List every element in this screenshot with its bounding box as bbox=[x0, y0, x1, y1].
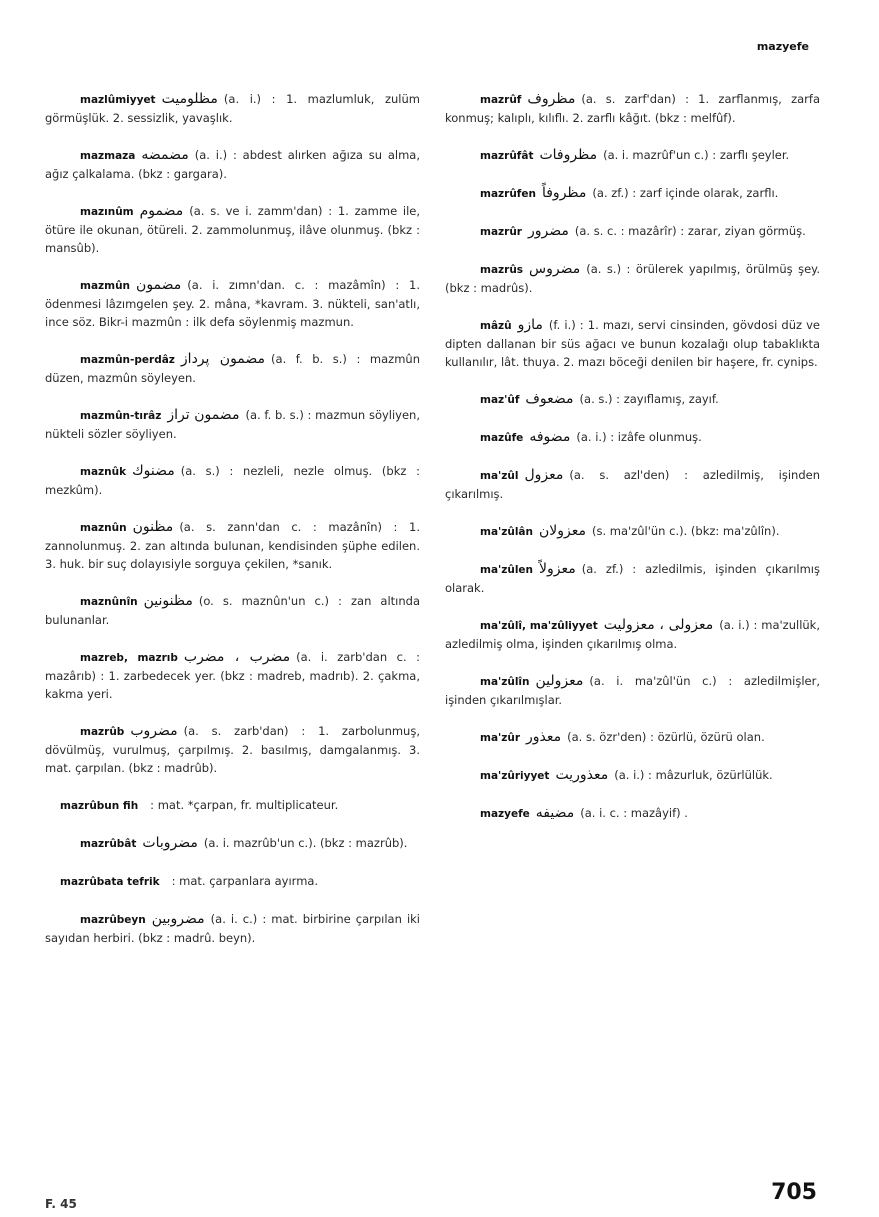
entry-arabic-script: مضمون bbox=[136, 277, 182, 293]
entry-definition: (a. i.) : mâzurluk, özürlülük. bbox=[614, 768, 773, 782]
entry-arabic-script: معزولاً bbox=[539, 561, 576, 577]
entry-arabic-script: معذوريت bbox=[555, 767, 609, 783]
dictionary-entry bbox=[445, 766, 820, 785]
dictionary-entry bbox=[445, 222, 820, 241]
entry-definition: (a. s. azl'den) : azledilmiş, işinden çıkarılmış. bbox=[445, 468, 820, 501]
dictionary-entry bbox=[45, 722, 420, 777]
entry-arabic-script: معزولين bbox=[535, 673, 584, 689]
entry-definition: (a. s. ve i. zamm'dan) : 1. zamme ile, ötüre ile okunan, ötüreli. 2. zammolunmuş, ilâve olunmuş. (bkz : mansûb). bbox=[45, 204, 420, 255]
entry-arabic-script: معزول bbox=[524, 467, 564, 483]
entry-definition: (a. i. mazrûf'un c.) : zarflı şeyler. bbox=[603, 148, 790, 162]
dictionary-entry bbox=[445, 804, 820, 823]
entry-definition: : mat. *çarpan, fr. multiplicateur. bbox=[150, 798, 339, 812]
dictionary-entry bbox=[45, 276, 420, 331]
dictionary-entry bbox=[45, 834, 420, 853]
entry-definition: (a. i. zarb'dan c. : mazârıb) : 1. zarbedecek yer. (bkz : madreb, madrıb). 2. çakma, kakma yeri. bbox=[45, 650, 420, 701]
entry-arabic-script: مظروفاً bbox=[541, 185, 587, 201]
entry-arabic-script: مضمون پرداز bbox=[180, 351, 266, 367]
entry-headword: ma'zûlîn bbox=[480, 676, 530, 688]
entry-arabic-script: مضموم bbox=[139, 203, 184, 219]
entry-headword: mazrûb bbox=[80, 726, 125, 738]
entry-headword: mazrûr bbox=[480, 226, 522, 238]
dictionary-entry bbox=[45, 146, 420, 183]
dictionary-entry bbox=[45, 462, 420, 499]
entry-arabic-script: مضروس bbox=[529, 261, 581, 277]
entry-definition: (a. s.) : nezleli, nezle olmuş. (bkz : mezkûm). bbox=[45, 464, 420, 497]
entry-headword: mazrûfen bbox=[480, 188, 536, 200]
entry-arabic-script: مضروبات bbox=[142, 835, 198, 851]
entry-arabic-script: مضنوك bbox=[132, 463, 175, 479]
dictionary-entry bbox=[445, 316, 820, 371]
entry-definition: (a. i. zımn'dan. c. : mazâmîn) : 1. ödenmesi lâzımgelen şey. 2. mâna, *kavram. 3. nükteli, san'atlı, ince söz. Bikr-i mazmûn : ilk defa söylenmiş mazmun. bbox=[45, 278, 420, 329]
entry-arabic-script: مظنون bbox=[132, 519, 174, 535]
entry-arabic-script: مظلوميت bbox=[161, 91, 218, 107]
entry-headword: mazınûm bbox=[80, 206, 134, 218]
dictionary-entry bbox=[445, 260, 820, 297]
entry-headword: mazrûfât bbox=[480, 150, 534, 162]
entry-definition: (a. i. mazrûb'un c.). (bkz : mazrûb). bbox=[203, 836, 408, 850]
right-column bbox=[445, 90, 820, 842]
entry-headword: mazmûn bbox=[80, 280, 131, 292]
dictionary-entry bbox=[445, 146, 820, 165]
entry-definition: (a. i. ma'zûl'ün c.) : azledilmişler, işinden çıkarılmışlar. bbox=[445, 674, 820, 707]
entry-headword: mazrûs bbox=[480, 264, 524, 276]
entry-arabic-script: مضمون تراز bbox=[167, 407, 240, 423]
entry-arabic-script: مظروف bbox=[527, 91, 576, 107]
dictionary-entry bbox=[445, 560, 820, 597]
entry-definition: (a. s. zann'dan c. : mazânîn) : 1. zannolunmuş. 2. zan altında bulunan, kendisinden şüphe edilen. 3. huk. bir suç dolayısiyle sorguya çekilen, *sanık. bbox=[45, 520, 420, 571]
dictionary-entry bbox=[445, 522, 820, 541]
dictionary-entry bbox=[45, 350, 420, 387]
entry-headword: ma'zûr bbox=[480, 732, 521, 744]
entry-headword: ma'zûlân bbox=[480, 526, 533, 538]
left-column bbox=[45, 90, 420, 966]
entry-definition: (s. ma'zûl'ün c.). (bkz: ma'zûlîn). bbox=[592, 524, 780, 538]
entry-headword: mazrûf bbox=[480, 94, 522, 106]
entry-arabic-script: معذور bbox=[526, 729, 562, 745]
entry-headword: mazmaza bbox=[80, 150, 136, 162]
entry-headword: mazûfe bbox=[480, 432, 524, 444]
dictionary-entry bbox=[45, 872, 420, 891]
entry-arabic-script: مضوفه bbox=[529, 429, 571, 445]
entry-definition: (a. s.) : zayıflamış, zayıf. bbox=[579, 392, 719, 406]
dictionary-entry bbox=[445, 466, 820, 503]
entry-headword: mazmûn-perdâz bbox=[80, 354, 175, 366]
entry-arabic-script: مضروب bbox=[130, 723, 178, 739]
entry-arabic-script: معزولان bbox=[539, 523, 587, 539]
entry-arabic-script: مضروبين bbox=[151, 911, 205, 927]
entry-arabic-script: مازو bbox=[517, 317, 543, 333]
entry-arabic-script: معزولى ، معزوليت bbox=[603, 617, 714, 633]
dictionary-entry bbox=[45, 406, 420, 443]
entry-definition: (a. s.) : örülerek yapılmış, örülmüş şey. (bkz : madrûs). bbox=[445, 262, 820, 295]
entry-headword: mazmûn-tırâz bbox=[80, 410, 162, 422]
entry-headword: mazrûbun fih bbox=[60, 800, 139, 812]
page-number: 705 bbox=[771, 1180, 817, 1205]
entry-headword: maz'ûf bbox=[480, 394, 520, 406]
signature-mark: F. 45 bbox=[45, 1197, 77, 1211]
entry-headword: mazrûbata tefrik bbox=[60, 876, 160, 888]
entry-definition: (o. s. maznûn'un c.) : zan altında bulunanlar. bbox=[45, 594, 420, 627]
entry-definition: (a. s. özr'den) : özürlü, özürü olan. bbox=[567, 730, 765, 744]
entry-definition: (a. i.) : 1. mazlumluk, zulüm görmüşlük. 2. sessizlik, yavaşlık. bbox=[45, 92, 420, 125]
entry-definition: (a. i.) : abdest alırken ağıza su alma, ağız çalkalama. (bkz : gargara). bbox=[45, 148, 420, 181]
dictionary-entry bbox=[445, 428, 820, 447]
entry-headword: mazlûmiyyet bbox=[80, 94, 156, 106]
entry-headword: mazreb, mazrıb bbox=[80, 652, 178, 664]
entry-headword: maznûk bbox=[80, 466, 127, 478]
dictionary-entry bbox=[45, 592, 420, 629]
entry-headword: ma'zûriyyet bbox=[480, 770, 550, 782]
entry-definition: (a. f. b. s.) : mazmun söyliyen, nükteli sözler söyliyen. bbox=[45, 408, 421, 441]
entry-headword: maznûnîn bbox=[80, 596, 138, 608]
entry-headword: ma'zûlen bbox=[480, 564, 534, 576]
dictionary-entry bbox=[45, 202, 420, 257]
dictionary-entry bbox=[45, 910, 420, 947]
entry-headword: ma'zûlî, ma'zûliyyet bbox=[480, 620, 598, 632]
dictionary-entry bbox=[445, 728, 820, 747]
entry-definition: : mat. çarpanlara ayırma. bbox=[171, 874, 319, 888]
dictionary-entry bbox=[45, 518, 420, 573]
entry-arabic-script: مضمضه bbox=[141, 147, 189, 163]
entry-arabic-script: مضرور bbox=[527, 223, 569, 239]
entry-arabic-script: مضعوف bbox=[525, 391, 574, 407]
entry-arabic-script: مظنونين bbox=[143, 593, 193, 609]
dictionary-entry bbox=[45, 796, 420, 815]
entry-definition: (a. zf.) : zarf içinde olarak, zarflı. bbox=[592, 186, 779, 200]
entry-headword: ma'zûl bbox=[480, 470, 519, 482]
entry-definition: (f. i.) : 1. mazı, servi cinsinden, gövdosi düz ve dipten dallanan bir süs ağacı ve bunun kozalağı olup tabaklıkta kullanılır, lât. thuya. 2. mazı böceği denilen bir haşere, fr. cynips. bbox=[445, 318, 820, 369]
dictionary-entry bbox=[45, 90, 420, 127]
dictionary-entry bbox=[445, 90, 820, 127]
running-head: mazyefe bbox=[756, 40, 809, 53]
entry-definition: (a. s. zarf'dan) : 1. zarflanmış, zarfa konmuş; kalıplı, kılıflı. 2. zarflı kâğıt. (bkz : melfûf). bbox=[445, 92, 820, 125]
entry-headword: mazrûbeyn bbox=[80, 914, 146, 926]
entry-definition: (a. i.) : ma'zullük, azledilmiş olma, işinden çıkarılmış olma. bbox=[445, 618, 820, 651]
entry-definition: (a. zf.) : azledilmis, işinden çıkarılmış olarak. bbox=[445, 562, 820, 595]
dictionary-entry bbox=[445, 672, 820, 709]
dictionary-entry bbox=[445, 390, 820, 409]
entry-headword: maznûn bbox=[80, 522, 127, 534]
entry-arabic-script: مضرب ، مضرب bbox=[183, 649, 291, 665]
entry-arabic-script: مظروفات bbox=[539, 147, 598, 163]
entry-headword: mazrûbât bbox=[80, 838, 137, 850]
entry-definition: (a. i. c.) : mat. birbirine çarpılan iki sayıdan herbiri. (bkz : madrû. beyn). bbox=[45, 912, 420, 945]
entry-headword: mazyefe bbox=[480, 808, 530, 820]
entry-arabic-script: مضيفه bbox=[535, 805, 575, 821]
entry-headword: mâzû bbox=[480, 320, 512, 332]
entry-definition: (a. s. c. : mazârîr) : zarar, ziyan görmüş. bbox=[574, 224, 806, 238]
entry-definition: (a. f. b. s.) : mazmûn düzen, mazmûn söyleyen. bbox=[45, 352, 420, 385]
entry-definition: (a. s. zarb'dan) : 1. zarbolunmuş, dövülmüş, vurulmuş, çarpılmış. 2. basılmış, damgalanmış. 3. mat. çarpılan. (bkz : madrûb). bbox=[45, 724, 420, 775]
dictionary-entry bbox=[445, 184, 820, 203]
dictionary-entry bbox=[445, 616, 820, 653]
dictionary-entry bbox=[45, 648, 420, 703]
entry-definition: (a. i. c. : mazâyif) . bbox=[580, 806, 688, 820]
entry-definition: (a. i.) : izâfe olunmuş. bbox=[576, 430, 702, 444]
